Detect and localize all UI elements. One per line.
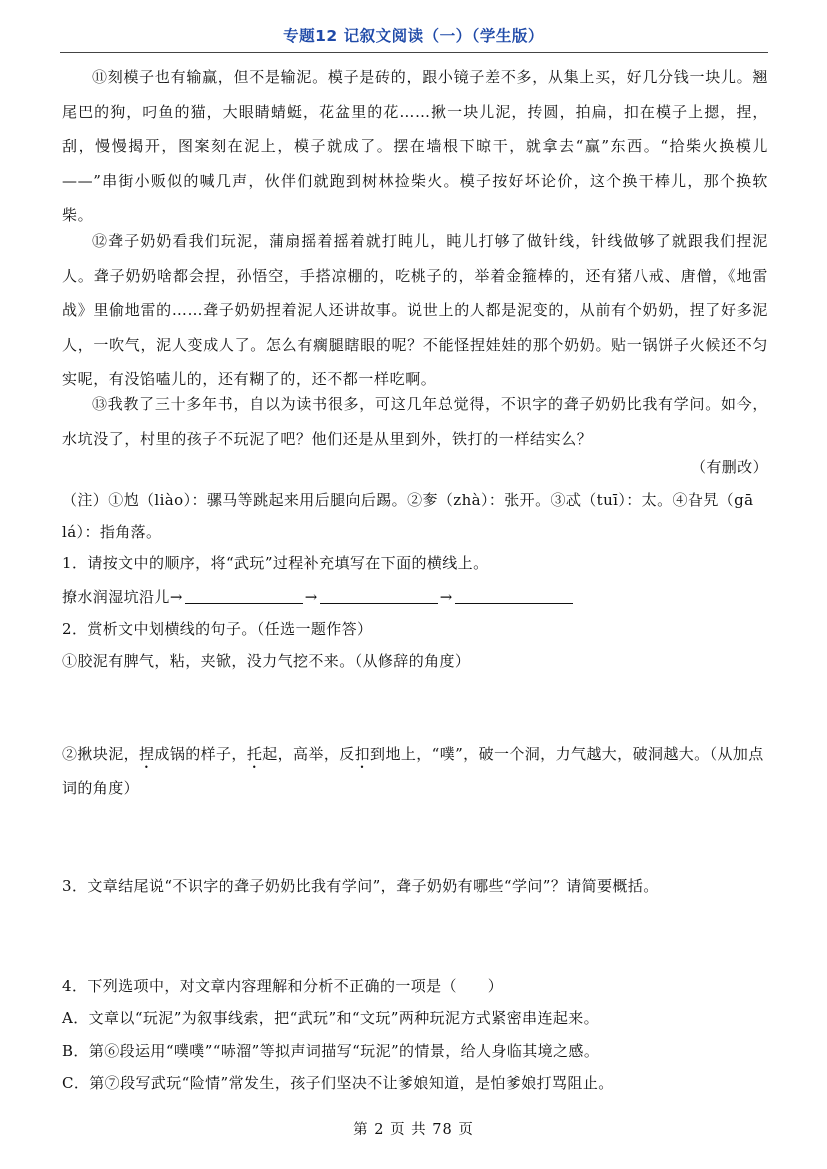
question-4-option-a: A．文章以“玩泥”为叙事线索，把“武玩”和“文玩”两种玩泥方式紧密串连起来。 [62, 1009, 600, 1027]
opt2-part-g: 到地上，“噗”，破一个洞，力气越大，破洞越大。（从加点词的角度） [62, 745, 764, 797]
opt2-part-e: 起，高举，反 [262, 745, 355, 763]
question-1-start-step: 撩水润湿坑沿儿 [62, 588, 170, 606]
question-1: 1．请按文中的顺序，将“武玩”过程补充填写在下面的横线上。 [62, 554, 489, 572]
dotted-word-tuo: 托 [246, 745, 263, 763]
question-3: 3．文章结尾说“不识字的聋子奶奶比我有学问”，聋子奶奶有哪些“学问”？请简要概括。 [62, 877, 659, 895]
page-number: 第 2 页 共 78 页 [353, 1122, 474, 1138]
question-4: 4．下列选项中，对文章内容理解和分析不正确的一项是（ ） [62, 977, 504, 995]
question-2-option-2 [62, 738, 768, 804]
dotted-word-kou: 扣 [354, 745, 371, 763]
arrow-1: → [169, 588, 183, 606]
question-4-option-b: B．第⑥段运用“噗噗”“哧溜”等拟声词描写“玩泥”的情景，给人身临其境之感。 [62, 1042, 600, 1060]
question-4-option-c: C．第⑦段写武玩“险情”常发生，孩子们坚决不让爹娘知道，是怕爹娘打骂阻止。 [62, 1074, 614, 1092]
question-1-answer-row [62, 585, 768, 609]
footnotes: （注）①尥（liào）：骡马等跳起来用后腿向后踢。②奓（zhà）：张开。③忒（tuī）：太。④旮旯（gā lá）：指角落。 [62, 491, 754, 541]
passage-paragraph-11: ⑪刻模子也有输赢，但不是输泥。模子是砖的，跟小镜子差不多，从集上买，好几分钱一块儿。翘尾巴的狗，叼鱼的猫，大眼睛蜻蜓，花盆里的花……揪一块儿泥，抟圆，拍扁，扣在模子上摁，捏，刮，慢慢揭开，图案刻在泥上，模子就成了。摆在墙根下晾干，就拿去“赢”东西。“拾柴火换模儿——”串街小贩似的喊几声，伙伴们就跑到树林捡柴火。模子按好坏论价，这个换干棒儿，那个换软柴。 [62, 68, 768, 224]
answer-blank-2[interactable] [320, 587, 438, 604]
opt2-part-c: 成锅的样子， [154, 745, 247, 763]
question-2-option-1: ①胶泥有脾气，粘，夹锨，没力气挖不来。（从修辞的角度） [62, 652, 471, 670]
passage-paragraph-13: ⑬我教了三十多年书，自以为读书很多，可这几年总觉得，不识字的聋子奶奶比我有学问。如今，水坑没了，村里的孩子不玩泥了吧？他们还是从里到外，铁打的一样结实么？ [62, 395, 768, 448]
source-note: （有删改） [690, 458, 768, 476]
arrow-3: → [439, 588, 453, 606]
header-divider [60, 52, 768, 53]
arrow-2: → [304, 588, 318, 606]
answer-blank-3[interactable] [455, 587, 573, 604]
passage-paragraph-12: ⑫聋子奶奶看我们玩泥，蒲扇摇着摇着就打盹儿，盹儿打够了做针线，针线做够了就跟我们捏泥人。聋子奶奶啥都会捏，孙悟空，手搭凉棚的，吃桃子的，举着金箍棒的，还有猪八戒、唐僧，《地雷战》里偷地雷的……聋子奶奶捏着泥人还讲故事。说世上的人都是泥变的，从前有个奶奶，捏了好多泥人，一吹气，泥人变成人了。怎么有瘸腿瞎眼的呢？不能怪捏娃娃的那个奶奶。贴一锅饼子火候还不匀实呢，有没馅嗑儿的，还有糊了的，还不都一样吃啊。 [62, 232, 768, 388]
opt2-part-a: ②揪块泥， [62, 745, 140, 763]
page-header-title: 专题12 记叙文阅读（一）（学生版） [283, 27, 544, 45]
answer-blank-1[interactable] [185, 587, 303, 604]
question-2: 2．赏析文中划横线的句子。（任选一题作答） [62, 620, 373, 638]
dotted-word-nie: 捏 [139, 745, 155, 763]
